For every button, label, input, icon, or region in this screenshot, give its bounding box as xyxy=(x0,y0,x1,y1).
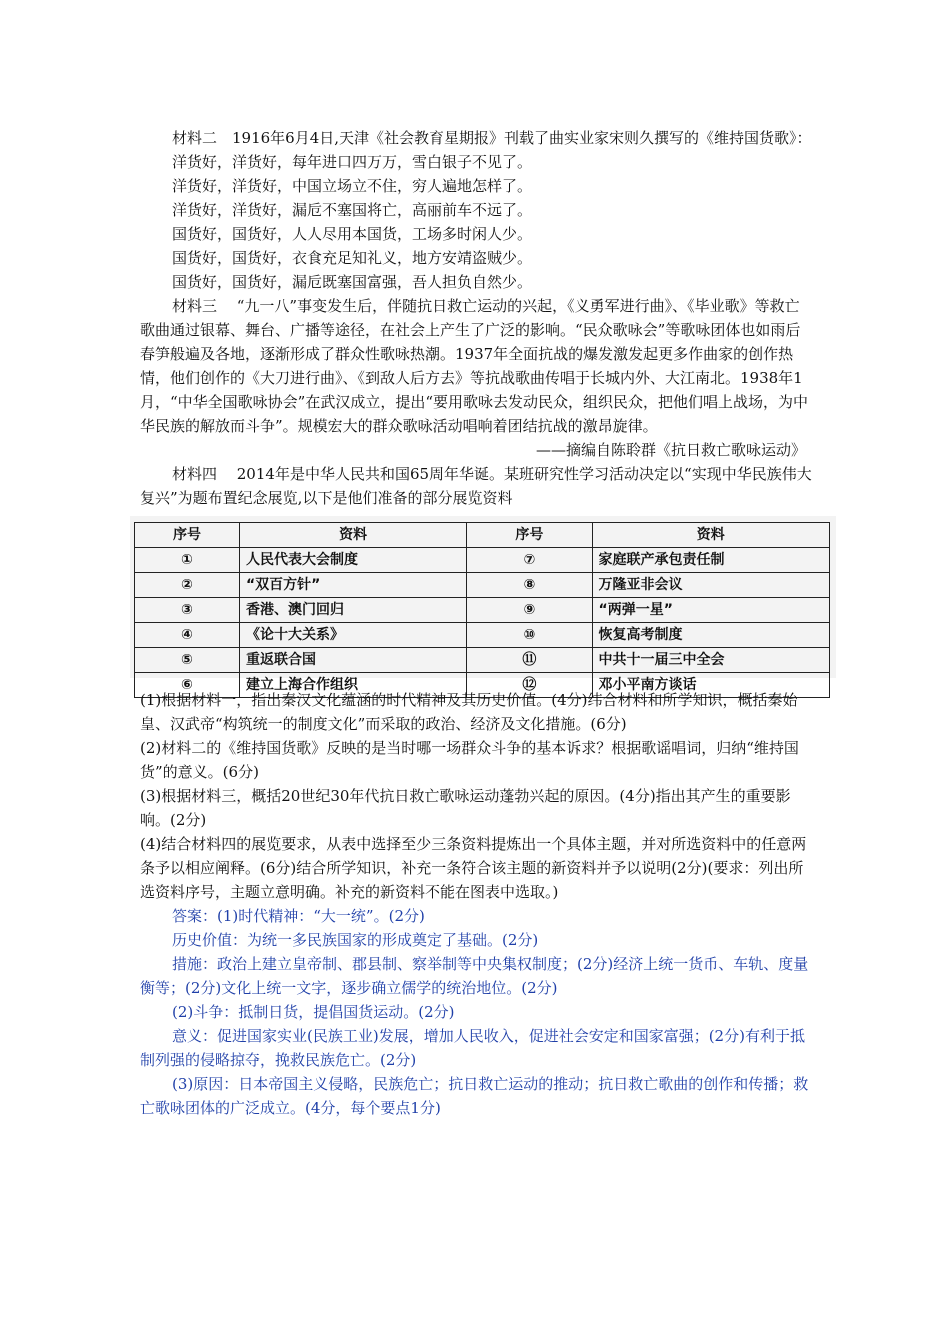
table-cell: 重返联合国 xyxy=(239,648,466,673)
exhibit-table xyxy=(134,522,830,698)
question-item: (2)材料二的《维持国货歌》反映的是当时哪一场群众斗争的基本诉求？根据歌谣唱词，归纳“维持国货”的意义。(6分) xyxy=(140,739,799,781)
question-item: (4)结合材料四的展览要求，从表中选择至少三条资料提炼出一个具体主题，并对所选资料中的任意两条予以相应阐释。(6分)结合所学知识，补充一条符合该主题的新资料并予以说明(2分)(要求：列出所选资料序号，主题立意明确。补充的新资料不能在图表中选取。) xyxy=(140,835,807,901)
exhibit-table-image xyxy=(130,516,836,693)
poem-line: 洋货好，洋货好，中国立场立不住，穷人遍地怎样了。 xyxy=(172,177,533,195)
table-cell: ① xyxy=(135,548,240,573)
table-header: 序号 xyxy=(467,523,592,548)
answer-line: 意义：促进国家实业(民族工业)发展，增加人民收入，促进社会安定和国家富强；(2分)有利于抵制列强的侵略掠夺，挽救民族危亡。(2分) xyxy=(140,1027,805,1069)
answer-line: 答案：(1)时代精神：“大一统”。(2分) xyxy=(172,907,425,925)
table-cell: ⑥ xyxy=(135,673,240,698)
question-item: (1)根据材料一，指出秦汉文化蕴涵的时代精神及其历史价值。(4分)纬合材料和所学知识，概括秦始皇、汉武帝“构筑统一的制度文化”而采取的政治、经济及文化措施。(6分) xyxy=(140,691,798,733)
poem-line: 洋货好，洋货好，每年进口四万万，雪白银子不见了。 xyxy=(172,153,533,171)
poem xyxy=(140,150,812,294)
table-cell: ⑩ xyxy=(467,623,592,648)
table-cell: 香港、澳门回归 xyxy=(239,598,466,623)
table-cell: ③ xyxy=(135,598,240,623)
table-cell: ④ xyxy=(135,623,240,648)
table-header: 资料 xyxy=(239,523,466,548)
poem-line: 国货好，国货好，人人尽用本国货，工场多时闲人少。 xyxy=(172,225,533,243)
questions xyxy=(140,688,812,904)
table-cell: 邓小平南方谈话 xyxy=(592,673,829,698)
material4-text: 材料四 2014年是中华人民共和国65周年华诞。某班研究性学习活动决定以“实现中华民族伟大复兴”为题布置纪念展览,以下是他们准备的部分展览资料 xyxy=(140,465,812,507)
answers xyxy=(140,904,812,1120)
table-cell: ⑫ xyxy=(467,673,592,698)
answer-line: 措施：政治上建立皇帝制、郡县制、察举制等中央集权制度；(2分)经济上统一货币、车轨、度量衡等；(2分)文化上统一文字，逐步确立儒学的统治地位。(2分) xyxy=(140,955,809,997)
table-header-row xyxy=(135,523,830,548)
table-row xyxy=(135,648,830,673)
table-cell: 家庭联产承包责任制 xyxy=(592,548,829,573)
table-cell: ⑨ xyxy=(467,598,592,623)
table-cell: 万隆亚非会议 xyxy=(592,573,829,598)
answer-line: (3)原因：日本帝国主义侵略，民族危亡；抗日救亡运动的推动；抗日救亡歌曲的创作和传播；救亡歌咏团体的广泛成立。(4分，每个要点1分) xyxy=(140,1075,809,1117)
answer-line: (2)斗争：抵制日货，提倡国货运动。(2分) xyxy=(172,1003,455,1021)
question-item: (3)根据材料三，概括20世纪30年代抗日救亡歌咏运动蓬勃兴起的原因。(4分)指出其产生的重要影响。(2分) xyxy=(140,787,791,829)
table-header: 序号 xyxy=(135,523,240,548)
table-cell: “双百方针” xyxy=(239,573,466,598)
poem-line: 洋货好，洋货好，漏卮不塞国将亡，高丽前车不远了。 xyxy=(172,201,533,219)
material2-intro: 材料二 1916年6月4日,天津《社会教育星期报》刊载了曲实业家宋则久撰写的《维持国货歌》： xyxy=(172,129,812,147)
poem-line: 国货好，国货好，漏卮既塞国富强，吾人担负自然少。 xyxy=(172,273,533,291)
answer-line: 历史价值：为统一多民族国家的形成奠定了基础。(2分) xyxy=(172,931,539,949)
material3-text: 材料三 “九一八”事变发生后，伴随抗日救亡运动的兴起，《义勇军进行曲》、《毕业歌》等救亡歌曲通过银幕、舞台、广播等途径，在社会上产生了广泛的影响。“民众歌咏会”等歌咏团体也如雨后春笋般遍及各地，逐渐形成了群众性歌咏热潮。1937年全面抗战的爆发激发起更多作曲家的创作热情，他们创作的《大刀进行曲》、《到敌人后方去》等抗战歌曲传唱于长城内外、大江南北。1938年1月，“中华全国歌咏协会”在武汉成立，提出“要用歌咏去发动民众，组织民众，把他们唱上战场，为中华民族的解放而斗争”。规模宏大的群众歌咏活动唱响着团结抗战的激昂旋律。 xyxy=(140,297,809,435)
table-cell: 恢复高考制度 xyxy=(592,623,829,648)
table-cell: 《论十大关系》 xyxy=(239,623,466,648)
table-cell: ⑧ xyxy=(467,573,592,598)
table-row xyxy=(135,548,830,573)
table-cell: 人民代表大会制度 xyxy=(239,548,466,573)
poem-line: 国货好，国货好，衣食充足知礼义，地方安靖盗贼少。 xyxy=(172,249,533,267)
table-cell: ② xyxy=(135,573,240,598)
table-cell: ⑪ xyxy=(467,648,592,673)
table-cell: 中共十一届三中全会 xyxy=(592,648,829,673)
content-area xyxy=(140,126,812,1120)
table-cell: ⑤ xyxy=(135,648,240,673)
table-cell: ⑦ xyxy=(467,548,592,573)
table-cell: “两弹一星” xyxy=(592,598,829,623)
table-header: 资料 xyxy=(592,523,829,548)
table-row xyxy=(135,598,830,623)
material3-source: ——摘编自陈聆群《抗日救亡歌咏运动》 xyxy=(535,441,806,459)
table-row xyxy=(135,573,830,598)
table-row xyxy=(135,623,830,648)
table-cell: 建立上海合作组织 xyxy=(239,673,466,698)
